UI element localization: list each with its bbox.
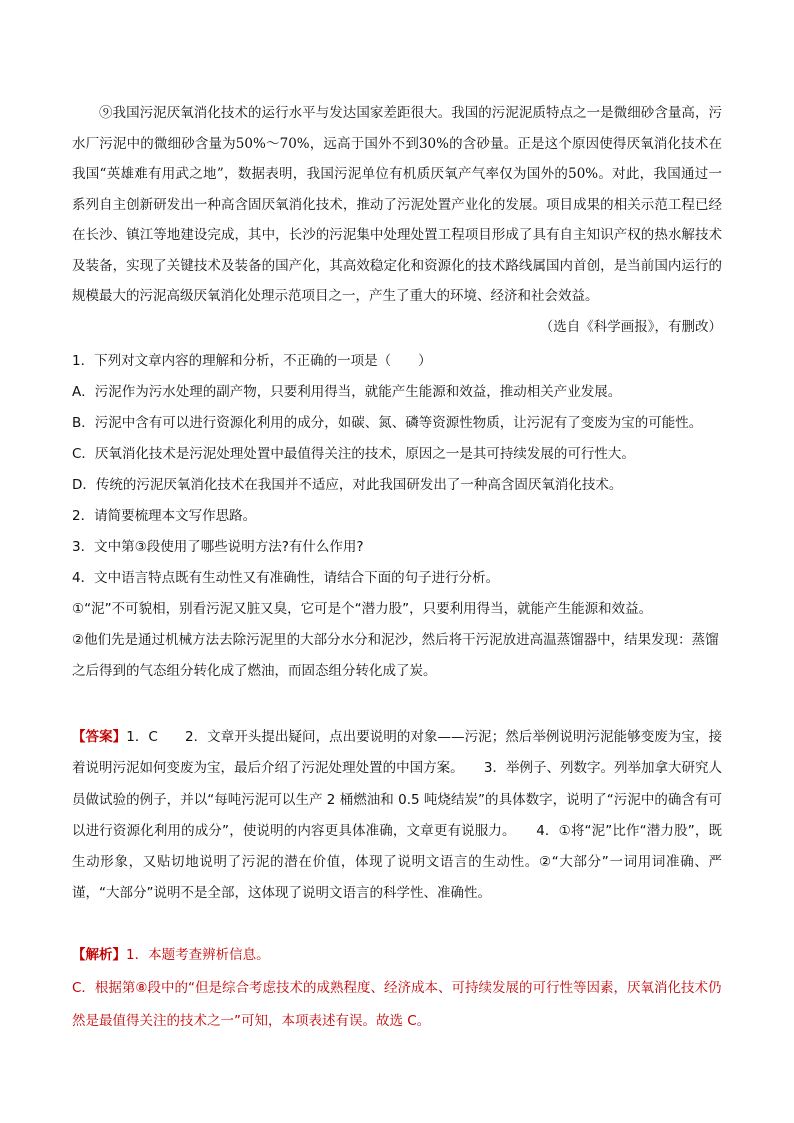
questions-section [72, 346, 722, 687]
option-a: A．污泥作为污水处理的副产物，只要利用得当，就能产生能源和效益，推动相关产业发展。 [72, 384, 622, 400]
answer-tag: 【答案】 [72, 729, 127, 745]
sentence-1: ①“泥”不可貌相，别看污泥又脏又臭，它可是个“潜力股”，只要利用得当，就能产生能源和效益。 [72, 601, 653, 617]
question-4: 4．文中语言特点既有生动性又有准确性，请结合下面的句子进行分析。 [72, 570, 500, 586]
passage-source: （选自《科学画报》，有删改） [539, 318, 722, 335]
analysis-line-2: C．根据第⑧段中的“但是综合考虑技术的成熟程度、经济成本、可持续发展的可行性等因素，厌氧消化技术仍然是最值得关注的技术之一”可知，本项表述有误。故选 C。 [72, 980, 722, 1029]
question-2: 2．请简要梳理本文写作思路。 [72, 508, 257, 524]
question-3: 3．文中第③段使用了哪些说明方法?有什么作用? [72, 539, 364, 555]
answer-section [72, 722, 722, 910]
question-1: 1．下列对文章内容的理解和分析，不正确的一项是（ ） [72, 353, 432, 369]
passage-paragraph-9: ⑨我国污泥厌氧消化技术的运行水平与发达国家差距很大。我国的污泥泥质特点之一是微细砂含量高，污水厂污泥中的微细砂含量为50%～70%，远高于国外不到30%的含砂量。正是这个原因使得厌氧消化技术在我国“英雄难有用武之地”，数据表明，我国污泥单位有机质厌氧产气率仅为国外的50%。对此，我国通过一系列自主创新研发出一种高含固厌氧消化技术，推动了污泥处置产业化的发展。项目成果的相关示范工程已经在长沙、镇江等地建设完成，其中，长沙的污泥集中处理处置工程项目形成了具有自主知识产权的热水解技术及装备，实现了关键技术及装备的国产化，其高效稳定化和资源化的技术路线属国内首创，是当前国内运行的规模最大的污泥高级厌氧消化处理示范项目之一，产生了重大的环境、经济和社会效益。 [72, 105, 722, 304]
answer-text: 1．C 2．文章开头提出疑问，点出要说明的对象——污泥；然后举例说明污泥能够变废为宝，接着说明污泥如何变废为宝，最后介绍了污泥处理处置的中国方案。 3．举例子、列数字。列举加拿大研究人员做试验的例子，并以“每吨污泥可以生产 2 桶燃油和 0.5 吨烧结炭”的具体数字，说明了“污泥中的确含有可以进行资源化利用的成分”，使说明的内容更具体准确，文章更有说服力。 4．①将“泥”比作“潜力股”，既生动形象，又贴切地说明了污泥的潜在价值，体现了说明文语言的生动性。②“大部分”一词用词准确、严谨，“大部分”说明不是全部，这体现了说明文语言的科学性、准确性。 [72, 729, 723, 902]
analysis-line-1: 1．本题考查辨析信息。 [126, 947, 270, 963]
option-d: D．传统的污泥厌氧消化技术在我国并不适应，对此我国研发出了一种高含固厌氧消化技术。 [72, 477, 623, 493]
option-c: C．厌氧消化技术是污泥处理处置中最值得关注的技术，原因之一是其可持续发展的可行性大。 [72, 446, 635, 462]
option-b: B．污泥中含有可以进行资源化利用的成分，如碳、氮、磷等资源性物质，让污泥有了变废为宝的可能性。 [72, 415, 703, 431]
analysis-tag: 【解析】 [72, 947, 126, 963]
reading-passage [72, 98, 722, 342]
analysis-section [72, 939, 722, 1038]
sentence-2: ②他们先是通过机械方法去除污泥里的大部分水分和泥沙，然后将干污泥放进高温蒸馏器中，结果发现：蒸馏之后得到的气态组分转化成了燃油，而固态组分转化成了炭。 [72, 632, 719, 679]
